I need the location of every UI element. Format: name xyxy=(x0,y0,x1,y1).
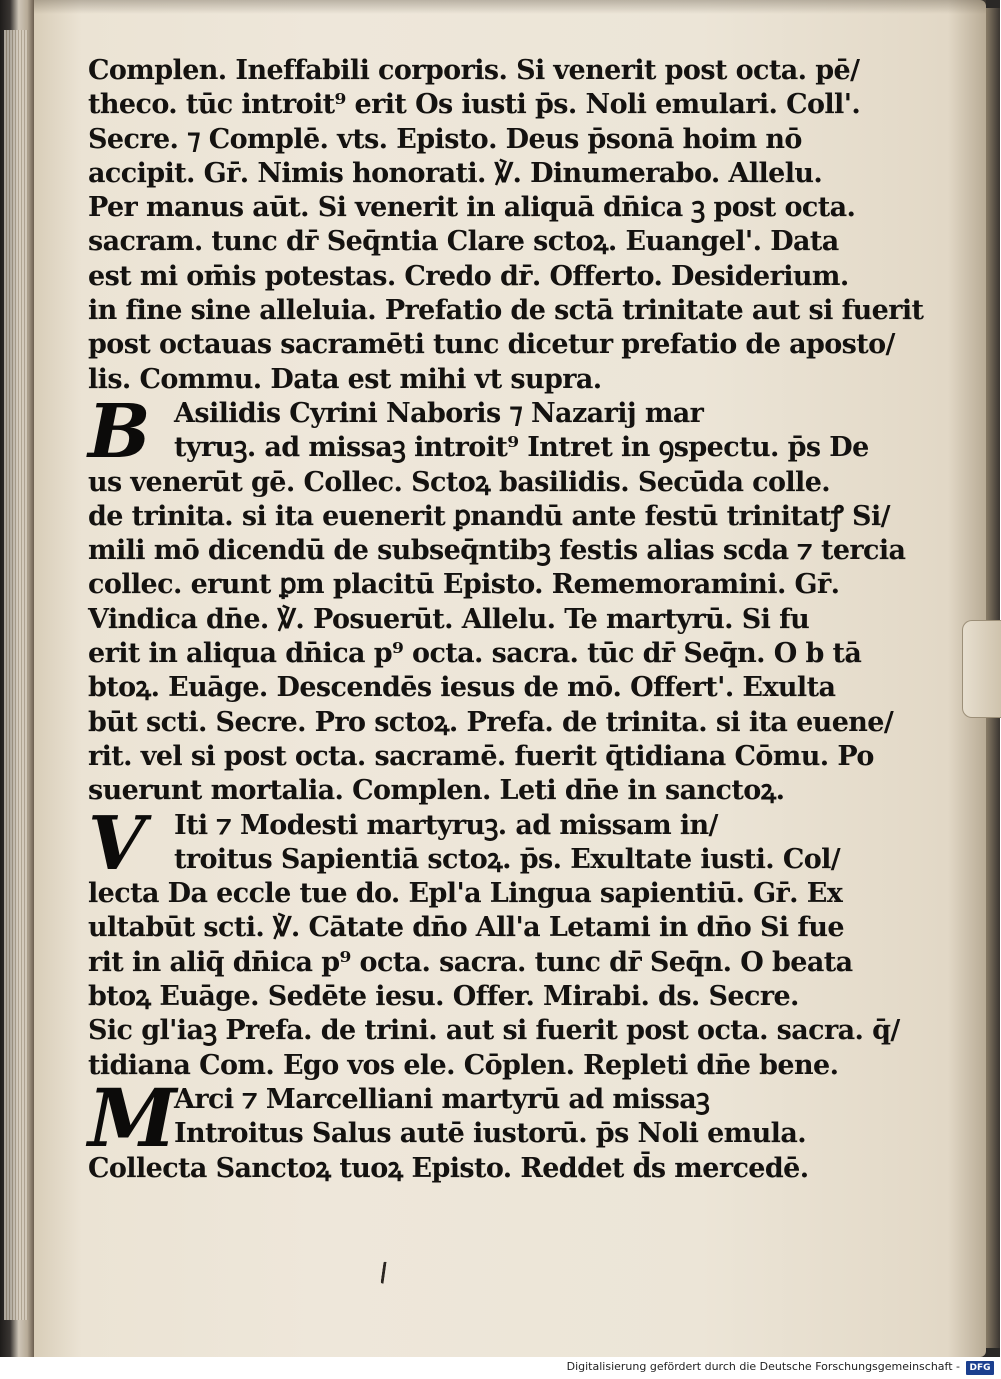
text-line: btoꝝ Euāge. Sedēte iesu. Offer. Mirabi. ds. Secre. xyxy=(88,981,799,1013)
drop-cap-initial: M xyxy=(88,1070,176,1165)
text-line: Collecta Sanctoꝝ tuoꝝ Episto. Reddet d̄s mercedē. xyxy=(88,1152,809,1184)
drop-cap-initial: B xyxy=(88,388,150,475)
dfg-logo: DFG xyxy=(966,1361,994,1375)
text-line: Secre. ⁊ Complē. vts. Epistο. Deus p̄sonā hoim nō xyxy=(88,123,802,155)
opening-section xyxy=(88,54,924,397)
text-line: accipit. Gr̄. Nimis honorati. ℣. Dinumerabo. Allelu. xyxy=(88,157,823,189)
text-line: suerunt mortalia. Complen. Leti dn̄e in sanctoꝝ. xyxy=(88,775,785,807)
text-line: Introitus Salus autē iustorū. p̄s Noli emula. xyxy=(174,1118,807,1150)
funding-credit: Digitalisierung gefördert durch die Deutsche Forschungsgemeinschaft - xyxy=(566,1360,960,1373)
page-shadow xyxy=(34,0,986,14)
text-line: ultabūt scti. ℣. Cātate dn̄o All'a Letami in dn̄o Si fue xyxy=(88,912,844,944)
text-line: theco. tūc introit⁹ erit Os iusti p̄s. Noli emulari. Coll'. xyxy=(88,89,861,121)
text-line: tyruꝫ. ad missaꝫ introit⁹ Intret in ꝯspectu. p̄s De xyxy=(174,432,869,464)
section-viti-modesti xyxy=(88,800,900,1083)
text-line: Complen. Ineffabili corporis. Si venerit post octa. pē/ xyxy=(88,55,860,86)
footer-bar xyxy=(0,1357,1000,1379)
text-line: us venerūt gē. Collec. Sctoꝝ basilidis. Secūda colle. xyxy=(88,466,831,498)
text-line: mili mō dicendū de subseq̄ntibꝫ festis alias scda ⁊ tercia xyxy=(88,535,906,567)
text-line: btoꝝ. Euāge. Descendēs iesus de mō. Offert'. Exulta xyxy=(88,672,836,704)
text-line: est mi om̄is potestas. Credo dr̄. Offerto. Desiderium. xyxy=(88,260,849,292)
text-line: Iti ⁊ Modesti martyruꝫ. ad missam in/ xyxy=(174,809,718,841)
text-line: būt scti. Secre. Pro sctoꝝ. Prefa. de trinita. si ita euene/ xyxy=(88,706,894,738)
text-line: post octauas sacramēti tunc dicetur prefatio de aposto/ xyxy=(88,329,895,361)
text-line: Sic gl'iaꝫ Prefa. de trini. aut si fuerit post octa. sacra. q̄/ xyxy=(88,1015,900,1047)
text-line: in fine sine alleluia. Prefatio de sctā trinitate aut si fuerit xyxy=(88,295,924,327)
text-line: Asilidis Cyrini Naboris ⁊ Nazarij mar xyxy=(174,397,704,429)
text-line: sacram. tunc dr̄ Seq̄ntia Clare sctoꝝ. Euangel'. Data xyxy=(88,226,839,258)
text-line: Vindica dn̄e. ℣. Posuerūt. Allelu. Te martyrū. Si fu xyxy=(88,603,810,635)
previous-page-edge xyxy=(4,30,28,1320)
drop-cap-initial: V xyxy=(88,800,145,887)
text-column xyxy=(88,54,924,1186)
text-line: troitus Sapientiā sctoꝝ. p̄s. Exultate iusti. Col/ xyxy=(174,843,841,875)
section-marci-marcelliani xyxy=(88,1070,824,1186)
text-line: erit in aliqua dn̄ica p⁹ octa. sacra. tūc dr̄ Seq̄n. O b tā xyxy=(88,638,862,670)
text-line: collec. erunt ꝑm placitū Episto. Rememoramini. Gr̄. xyxy=(88,569,840,601)
text-line: de trinita. si ita euenerit ꝑnandū ante festū trinitatꝭ Si/ xyxy=(88,500,890,532)
text-line: lis. Commu. Data est mihi vt supra. xyxy=(88,363,602,395)
page-tab-marker xyxy=(962,620,1001,718)
text-line: rit. vel si post octa. sacramē. fuerit q̄tidiana Cōmu. Po xyxy=(88,740,874,772)
text-line: rit in aliq̄ dn̄ica p⁹ octa. sacra. tunc dr̄ Seq̄n. O beata xyxy=(88,946,853,978)
text-line: Per manus aūt. Si venerit in aliquā dn̄ica ꝫ post octa. xyxy=(88,192,856,224)
text-line: tidiana Com. Ego vos ele. Cōplen. Repleti dn̄e bene. xyxy=(88,1049,839,1081)
text-line: lecta Da eccle tue do. Epl'a Lingua sapientiū. Gr̄. Ex xyxy=(88,878,843,910)
text-line: Arci ⁊ Marcelliani martyrū ad missaꝫ xyxy=(174,1083,710,1115)
section-basilidis xyxy=(88,388,906,809)
